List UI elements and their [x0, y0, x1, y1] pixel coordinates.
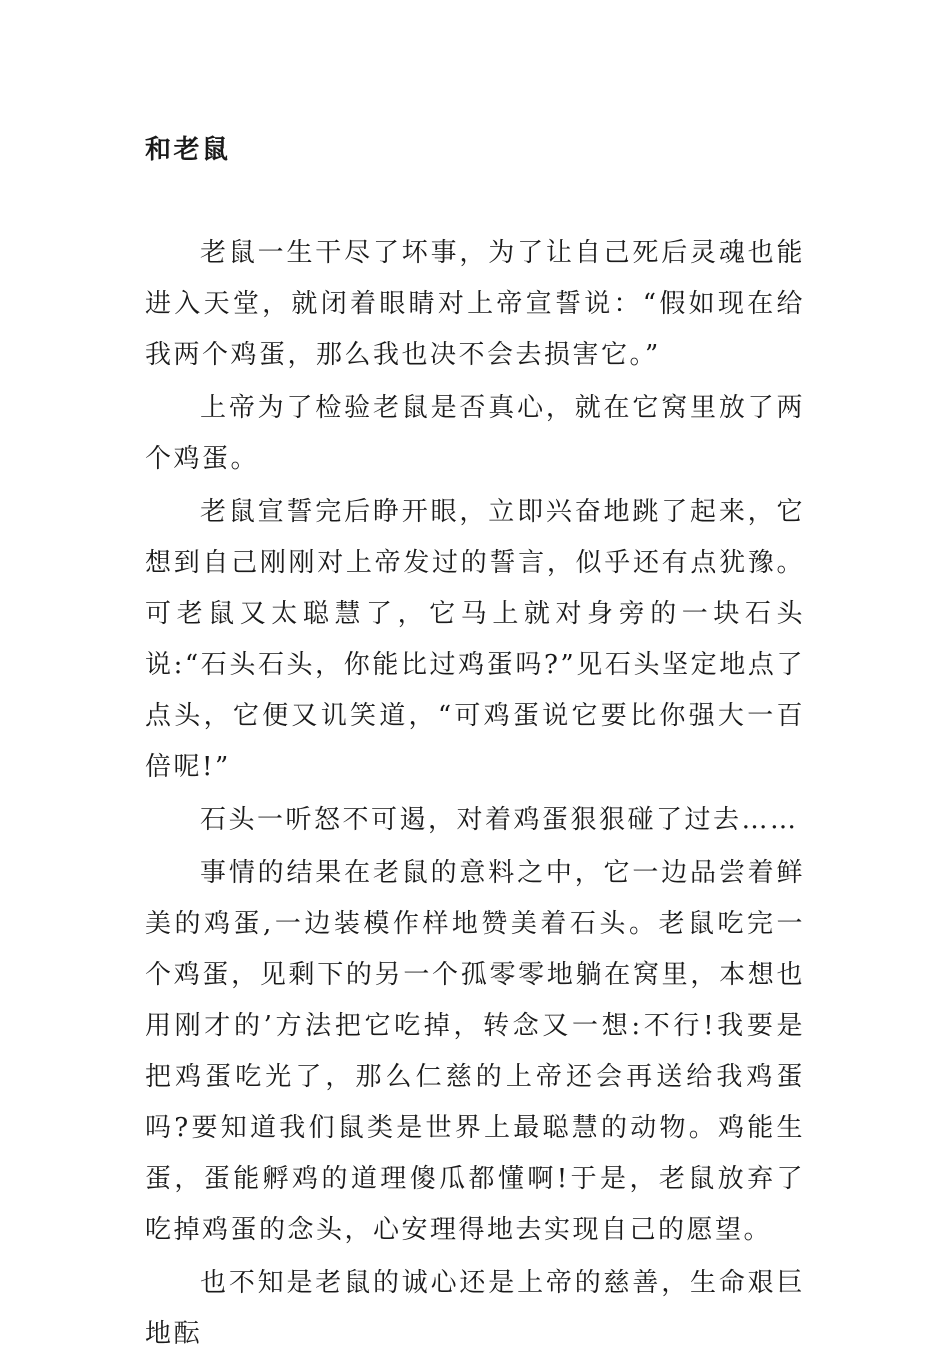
document-title: 和老鼠: [145, 135, 231, 165]
paragraph: 上帝为了检验老鼠是否真心，就在它窝里放了两个鸡蛋。: [145, 393, 805, 474]
paragraph: 也不知是老鼠的诚心还是上帝的慈善，生命艰巨地酝: [145, 1268, 805, 1349]
paragraph: 老鼠宣誓完后睁开眼，立即兴奋地跳了起来，它想到自己刚刚对上帝发过的誓言，似乎还有点犹豫。可老鼠又太聪慧了，它马上就对身旁的一块石头说:“石头石头，你能比过鸡蛋吗?”见石头坚定地点了点头，它便又讥笑道，“可鸡蛋说它要比你强大一百倍呢!”: [145, 497, 805, 782]
document-body: [145, 228, 805, 1362]
paragraph: 事情的结果在老鼠的意料之中，它一边品尝着鲜美的鸡蛋,一边装模作样地赞美着石头。老鼠吃完一个鸡蛋，见剩下的另一个孤零零地躺在窝里，本想也用刚才的’方法把它吃掉，转念又一想:不行!我要是把鸡蛋吃光了，那么仁慈的上帝还会再送给我鸡蛋吗?要知道我们鼠类是世界上最聪慧的动物。鸡能生蛋，蛋能孵鸡的道理傻瓜都懂啊!于是，老鼠放弃了吃掉鸡蛋的念头，心安理得地去实现自己的愿望。: [145, 858, 805, 1245]
paragraph: 老鼠一生干尽了坏事，为了让自己死后灵魂也能进入天堂，就闭着眼睛对上帝宣誓说：“假如现在给我两个鸡蛋，那么我也决不会去损害它。”: [145, 238, 805, 370]
paragraph: 石头一听怒不可遏，对着鸡蛋狠狠碰了过去……: [200, 805, 799, 835]
